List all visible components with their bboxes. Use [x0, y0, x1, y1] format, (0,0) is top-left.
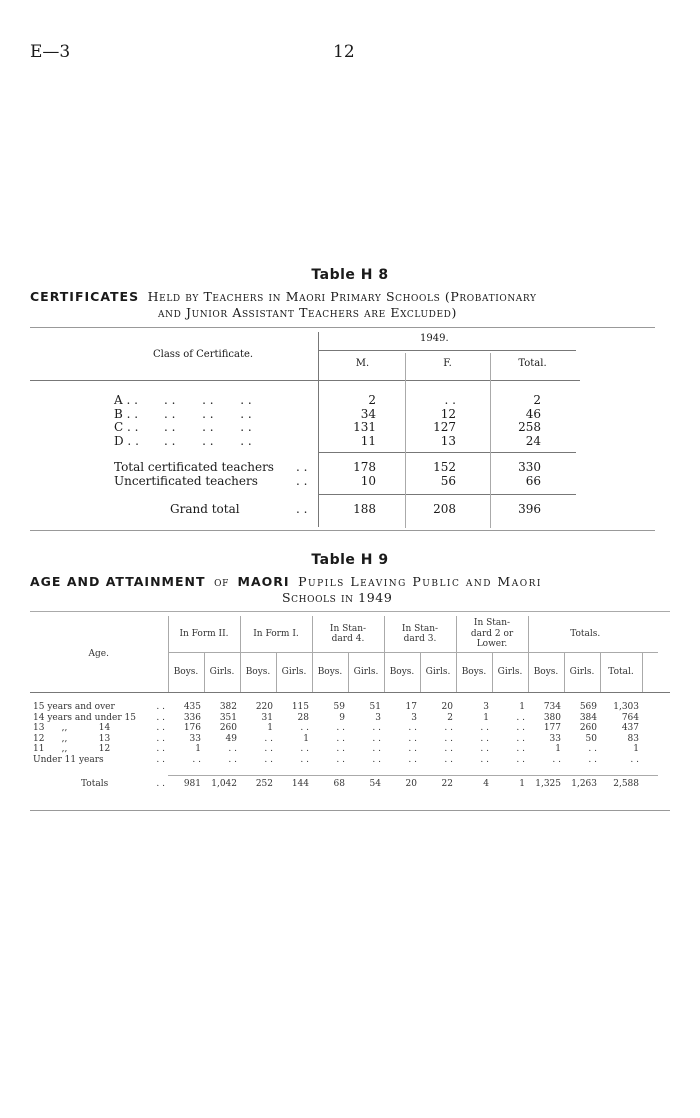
h9-age-cell [30, 744, 168, 755]
h9-value-cell: 59 [333, 702, 345, 712]
h9-value-cell: 437 [621, 723, 639, 733]
h9-value-cell: 20 [441, 702, 453, 712]
h9-value-cell: 1 [555, 744, 561, 754]
h8-col-total: Total. [518, 358, 547, 369]
h9-value-cell: 176 [183, 723, 201, 733]
table-row: Total certificated teachers . . 178 152 330 [114, 460, 541, 474]
h9-age-cell [30, 723, 168, 734]
h9-value-cell: 569 [579, 702, 597, 712]
h9-value-cell: 4 [483, 779, 489, 789]
h9-value-cell: . . [480, 723, 489, 733]
h9-value-cell: 351 [219, 712, 237, 723]
h8-top-rule [30, 327, 655, 328]
h9-value-cell: . . [372, 754, 381, 765]
h9-group-header: In Stan- dard 2 or Lower. [456, 616, 528, 652]
h9-group-header: Totals. [528, 616, 642, 652]
h9-value-cell: 31 [261, 712, 273, 723]
h9-value-cell: 28 [297, 712, 309, 723]
h9-table [30, 616, 643, 790]
h9-value-cell: . . [516, 744, 525, 754]
h9-age-label: 15 years and over [33, 702, 115, 712]
h9-value-cell: 260 [219, 723, 237, 733]
h8-year: 1949. [420, 333, 449, 344]
table-row: D . . . . . . . . 11 13 24 [114, 433, 541, 448]
table-row: C . . . . . . . . 131 127 258 [114, 420, 541, 434]
h9-value-cell: 1,263 [571, 779, 597, 789]
h9-group-header: In Form II. [168, 616, 240, 652]
h9-subheader-boys: Boys. [240, 652, 276, 692]
h9-subheader-total: Total. [600, 652, 642, 692]
h9-value-cell: 2 [447, 712, 453, 723]
h9-value-cell: 1 [267, 723, 273, 733]
caption-bold: AGE AND ATTAINMENT [30, 574, 206, 589]
caption-text: Pupils Leaving Public and Maori [298, 574, 542, 589]
h9-value-cell: . . [408, 744, 417, 754]
h9-age-cell [30, 713, 168, 724]
h9-value-cell: . . [588, 744, 597, 754]
h9-value-cell: 1 [519, 702, 525, 712]
h9-group-header: In Stan- dard 4. [312, 616, 384, 652]
h9-value-cell: . . [516, 723, 525, 733]
table-row [30, 702, 642, 713]
h9-value-cell: 1,303 [613, 702, 639, 712]
h9-value-cell: 115 [291, 702, 309, 712]
h9-value-cell: 49 [225, 733, 237, 744]
table-row [30, 713, 642, 724]
h9-age-label: 13 ,, 14 [33, 723, 111, 733]
h9-value-cell: 260 [579, 723, 597, 733]
h9-value-cell: . . [300, 723, 309, 733]
h9-value-cell: 22 [441, 779, 453, 789]
h9-bottom-rule [30, 810, 670, 811]
table-h8-caption-line2: and Junior Assistant Teachers are Excluded) [158, 305, 457, 320]
h9-value-cell: 981 [183, 779, 201, 789]
h9-value-cell: 50 [585, 733, 597, 744]
h9-value-cell: 68 [333, 779, 345, 789]
h9-value-cell: 1 [633, 744, 639, 754]
h9-subheader-girls: Girls. [348, 652, 384, 692]
h9-age-label: 11 ,, 12 [33, 744, 111, 754]
h9-value-cell: . . [228, 754, 237, 765]
h9-value-cell: 1 [195, 744, 201, 754]
h9-value-cell: 1,325 [535, 779, 561, 789]
page-number: 12 [333, 42, 355, 62]
table-row: Uncertificated teachers . . 10 56 66 [114, 473, 541, 488]
h9-value-cell: 2,588 [613, 779, 639, 789]
table-row: B . . . . . . . . 34 12 46 [114, 406, 541, 421]
h9-value-cell: . . [408, 723, 417, 733]
h9-subheader-girls: Girls. [492, 652, 528, 692]
h9-value-cell: 1 [483, 712, 489, 723]
h9-subheader-girls: Girls. [420, 652, 456, 692]
h9-value-cell: . . [444, 723, 453, 733]
h9-value-cell: . . [372, 723, 381, 733]
h9-subheader-boys: Boys. [168, 652, 204, 692]
h9-value-cell: . . [444, 733, 453, 744]
h8-header-rule [30, 380, 580, 381]
h9-value-cell: . . [408, 754, 417, 765]
h9-age-cell [30, 755, 168, 766]
h9-age-label: Under 11 years [33, 754, 104, 765]
h9-subheader-girls: Girls. [204, 652, 240, 692]
h9-value-cell: . . [516, 733, 525, 744]
h9-value-cell: . . [444, 744, 453, 754]
h8-body [114, 394, 541, 448]
h9-top-rule [30, 611, 670, 612]
h9-value-cell: . . [480, 754, 489, 765]
caption-text: of [214, 574, 229, 589]
h9-value-cell: . . [336, 744, 345, 754]
caption-text: Held by Teachers in Maori Primary Schools (Probationary [147, 289, 537, 304]
table-h9-caption-line1 [30, 574, 542, 589]
h9-age-dots: . . [156, 702, 165, 712]
h9-age-cell [30, 773, 168, 790]
h9-subheader-boys: Boys. [528, 652, 564, 692]
h9-value-cell: . . [300, 744, 309, 754]
h9-value-cell: 382 [219, 702, 237, 712]
table-h8-caption-line1 [30, 289, 537, 304]
h9-value-cell: 1 [303, 733, 309, 744]
h9-value-cell: 3 [483, 702, 489, 712]
h9-value-cell: . . [480, 744, 489, 754]
h8-subtotal-rule [318, 452, 576, 453]
h8-total-rule [318, 494, 576, 495]
h9-value-cell: . . [444, 754, 453, 765]
h9-value-cell: 33 [189, 733, 201, 744]
h9-value-cell: 33 [549, 733, 561, 744]
h9-age-label: 12 ,, 13 [33, 733, 111, 744]
h9-value-cell: . . [588, 754, 597, 765]
h9-value-cell: 54 [369, 779, 381, 789]
table-h9-title: Table H 9 [311, 552, 389, 568]
h8-summary [114, 461, 541, 488]
h9-subheader-boys: Boys. [384, 652, 420, 692]
h9-value-cell: 9 [339, 712, 345, 723]
h9-value-cell: . . [516, 754, 525, 765]
h9-value-cell: 380 [543, 712, 561, 723]
h9-value-cell: 435 [183, 702, 201, 712]
h9-value-cell: . . [630, 754, 639, 765]
h9-age-dots: . . [156, 723, 165, 733]
h9-subheader-boys: Boys. [456, 652, 492, 692]
caption-bold: MAORI [237, 574, 290, 589]
h9-age-dots: . . [156, 779, 165, 789]
h9-age-cell [30, 734, 168, 745]
h9-age-dots: . . [156, 754, 165, 765]
h9-value-cell: . . [408, 733, 417, 744]
h9-value-cell: 144 [291, 779, 309, 789]
h9-value-cell: 734 [543, 702, 561, 712]
h9-value-cell: 177 [543, 723, 561, 733]
h9-age-label: Totals [81, 779, 109, 789]
table-h9-caption-line2: Schools in 1949 [282, 590, 393, 605]
h9-age-dots: . . [156, 712, 165, 723]
h9-value-cell: . . [300, 754, 309, 765]
h8-year-rule [318, 350, 576, 351]
h9-subheader-girls: Girls. [564, 652, 600, 692]
h9-value-cell: . . [480, 733, 489, 744]
table-row [30, 734, 642, 745]
h9-value-cell: 83 [627, 733, 639, 744]
page-code: E—3 [30, 42, 71, 62]
h9-value-cell: . . [264, 733, 273, 744]
h9-group-header: In Form I. [240, 616, 312, 652]
h9-value-cell: . . [336, 754, 345, 765]
table-h8-title: Table H 8 [311, 267, 389, 283]
h9-value-cell: 51 [369, 702, 381, 712]
h9-value-cell: . . [228, 744, 237, 754]
h9-value-cell: 17 [405, 702, 417, 712]
h9-value-cell: . . [516, 712, 525, 723]
h9-value-cell: . . [264, 754, 273, 765]
h9-age-dots: . . [156, 744, 165, 754]
h9-age-label: 14 years and under 15 [33, 712, 136, 723]
caption-bold: CERTIFICATES [30, 289, 140, 304]
h8-col-f: F. [443, 358, 452, 369]
h9-col-age: Age. [88, 648, 109, 659]
h9-value-cell: 252 [255, 779, 273, 789]
table-row: A . . . . . . . . 2 . . 2 [114, 393, 541, 407]
h8-bottom-rule [30, 530, 655, 531]
h9-value-cell: . . [336, 733, 345, 744]
table-row [30, 755, 642, 766]
h9-value-cell: . . [372, 733, 381, 744]
h9-value-cell: . . [336, 723, 345, 733]
h9-age-dots: . . [156, 733, 165, 744]
h9-value-cell: 1,042 [211, 779, 237, 789]
h9-value-cell: . . [264, 744, 273, 754]
h9-value-cell: 3 [411, 712, 417, 723]
h9-value-cell: 1 [519, 779, 525, 789]
h9-value-cell: . . [192, 754, 201, 765]
h8-grand [114, 503, 541, 517]
h9-totals-row [30, 773, 642, 790]
h9-value-cell: 384 [579, 712, 597, 723]
h9-value-cell: . . [372, 744, 381, 754]
h9-subheader-girls: Girls. [276, 652, 312, 692]
h9-value-cell: 764 [621, 712, 639, 723]
table-row [30, 744, 642, 755]
h9-subheader-boys: Boys. [312, 652, 348, 692]
h9-value-cell: 220 [255, 702, 273, 712]
h8-col-m: M. [355, 358, 370, 369]
h9-age-cell [30, 702, 168, 713]
table-row [30, 723, 642, 734]
h9-value-cell: 20 [405, 779, 417, 789]
table-row: Grand total . . 188 208 396 [170, 502, 541, 516]
h8-col-class: Class of Certificate. [153, 349, 254, 360]
h9-value-cell: 336 [183, 712, 201, 723]
h9-value-cell: . . [552, 754, 561, 765]
h9-value-cell: 3 [375, 712, 381, 723]
h9-group-header: In Stan- dard 3. [384, 616, 456, 652]
